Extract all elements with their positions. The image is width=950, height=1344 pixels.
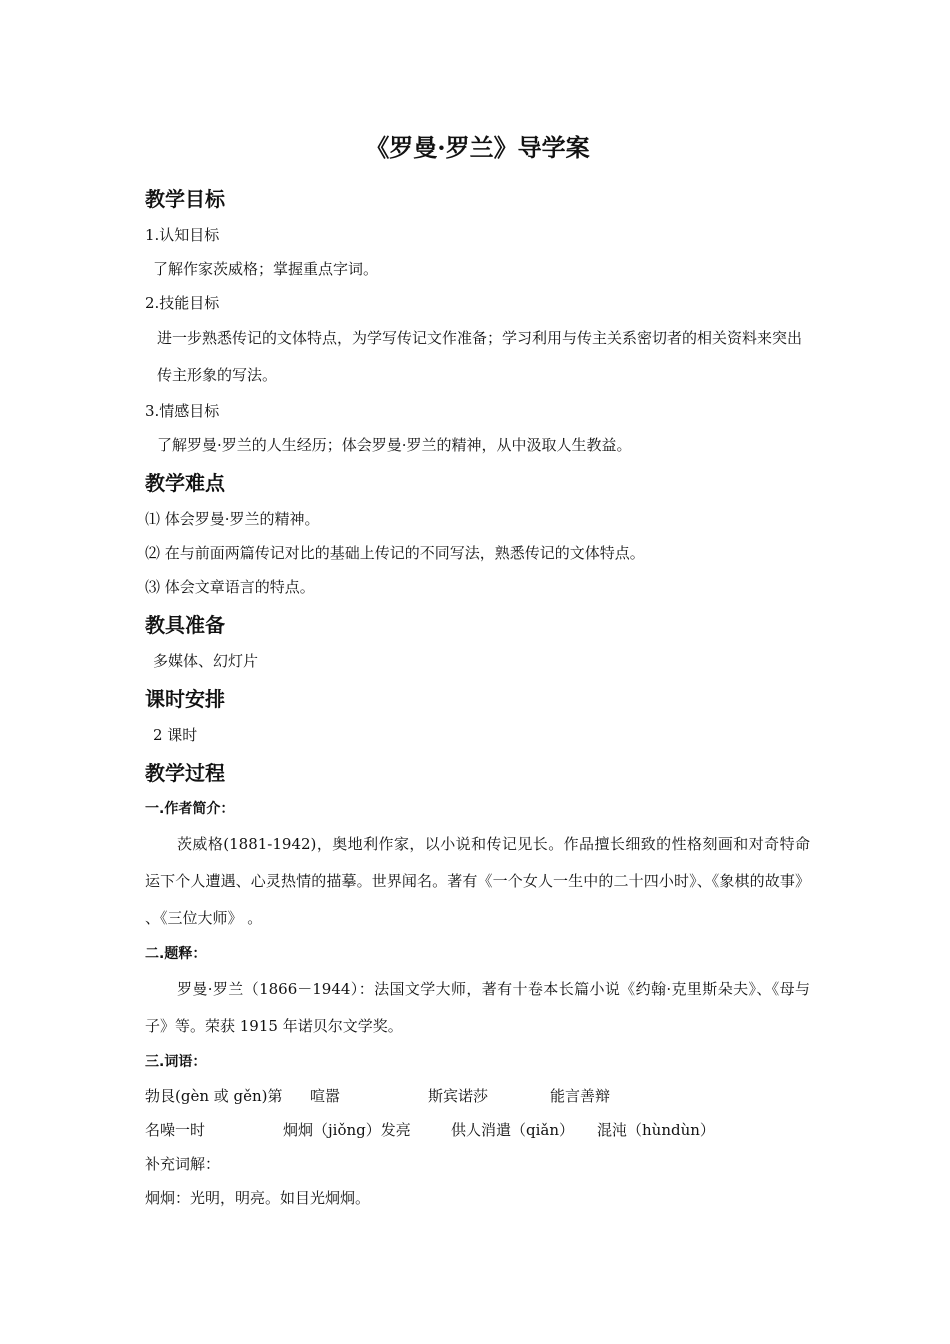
schedule-body: 2 课时	[153, 726, 198, 744]
goal-2-title: 2.技能目标	[145, 294, 220, 312]
vocab-word: 勃艮(gèn 或 gěn)第	[145, 1087, 283, 1105]
supplement-title: 补充词解：	[145, 1155, 221, 1173]
vocabulary-row-1	[145, 1079, 810, 1113]
difficulty-item: ⑵ 在与前面两篇传记对比的基础上传记的不同写法，熟悉传记的文体特点。	[145, 544, 645, 562]
section-heading-difficulties: 教学难点	[145, 471, 225, 495]
vocab-word: 名噪一时	[145, 1121, 206, 1139]
vocab-word: 斯宾诺莎	[428, 1087, 489, 1105]
vocab-word: 供人消遣（qiǎn）	[451, 1121, 575, 1139]
section-heading-goals: 教学目标	[145, 187, 225, 211]
document-page	[145, 128, 810, 1215]
tools-body: 多媒体、幻灯片	[153, 652, 259, 670]
title-explanation-title: 二.题释：	[145, 946, 207, 962]
goal-3-title: 3.情感目标	[145, 402, 220, 420]
section-heading-tools: 教具准备	[145, 613, 225, 637]
section-heading-schedule: 课时安排	[145, 687, 225, 711]
goal-3-body: 了解罗曼·罗兰的人生经历；体会罗曼·罗兰的精神，从中汲取人生教益。	[157, 436, 632, 454]
vocab-word: 喧嚣	[310, 1087, 341, 1105]
difficulty-item: ⑶ 体会文章语言的特点。	[145, 578, 315, 596]
difficulty-item: ⑴ 体会罗曼·罗兰的精神。	[145, 510, 320, 528]
vocab-word: 能言善辩	[550, 1087, 611, 1105]
section-heading-process: 教学过程	[145, 761, 225, 785]
author-intro-title: 一.作者简介：	[145, 801, 235, 817]
vocabulary-row-2	[145, 1113, 810, 1147]
goal-2-body: 进一步熟悉传记的文体特点，为学写传记文作准备；学习利用与传主关系密切者的相关资料来突出传主形象的写法。	[157, 329, 803, 384]
goal-1-title: 1.认知目标	[145, 226, 220, 244]
goal-1-body: 了解作家茨威格；掌握重点字词。	[153, 260, 379, 278]
document-title: 《罗曼·罗兰》导学案	[365, 133, 590, 162]
vocab-word: 炯炯（jiǒng）发亮	[283, 1121, 411, 1139]
supplement-body: 炯炯：光明，明亮。如目光炯炯。	[145, 1189, 371, 1207]
vocabulary-title: 三.词语：	[145, 1054, 207, 1070]
vocab-word: 混沌（hùndùn）	[597, 1121, 715, 1139]
title-explanation-body: 罗曼·罗兰（1866－1944）：法国文学大师，著有十卷本长篇小说《约翰·克里斯朵夫》、《母与子》等。荣获 1915 年诺贝尔文学奖。	[145, 980, 810, 1035]
author-intro-body: 茨威格(1881-1942)，奥地利作家，以小说和传记见长。作品擅长细致的性格刻画和对奇特命运下个人遭遇、心灵热情的描摹。世界闻名。著有《一个女人一生中的二十四小时》、《象棋的故事》 、《三位大师》 。	[145, 835, 810, 927]
